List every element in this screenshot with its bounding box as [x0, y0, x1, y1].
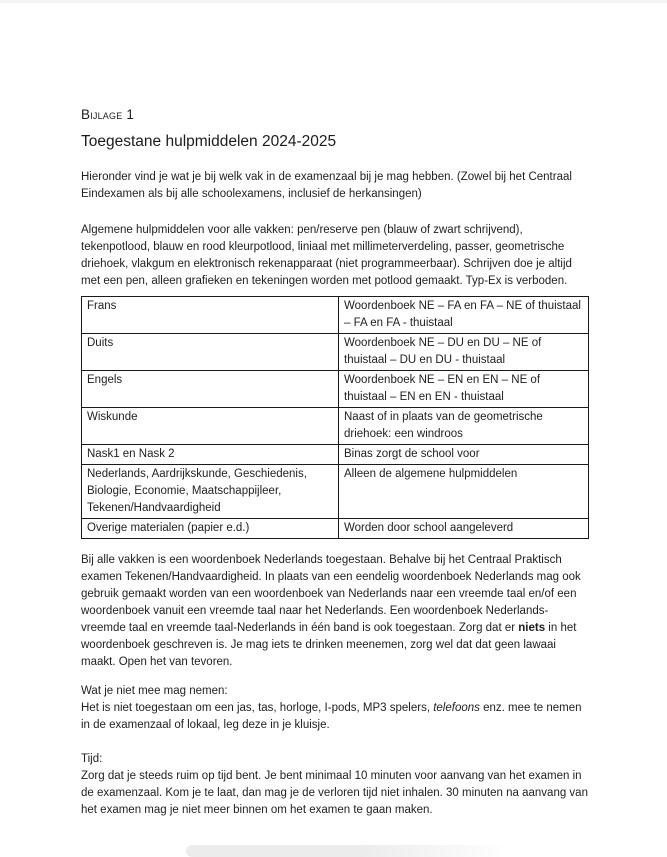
- time-paragraph: [81, 751, 593, 819]
- aids-table-body: [82, 297, 589, 539]
- top-edge-strip: [0, 0, 667, 3]
- general-aids-paragraph: Algemene hulpmiddelen voor alle vakken: pen/reserve pen (blauw of zwart schrijvend), tekenpotlood, blauw en rood kleurpotlood, liniaal met millimeterverdeling, passer, geometrische driehoek, vlakgum en elektronisch rekenapparaat (niet programmeerbaar). Schrijven doe je altijd met een pen, alleen grafieken en tekeningen worden met potlood gemaakt. Typ-Ex is verboden.: [81, 224, 572, 287]
- intro-paragraph: Hieronder vind je wat je bij welk vak in de examenzaal bij je mag hebben. (Zowel bij het Centraal Eindexamen als bij alle schoolexamens, inclusief de herkansingen): [81, 171, 572, 200]
- table-row: [82, 465, 589, 519]
- subject-cell: Engels: [82, 371, 339, 408]
- not-allowed-heading: Wat je niet mee mag nemen:: [81, 685, 228, 697]
- aids-cell: Woordenboek NE – DU en DU – NE of thuistaal – DU en DU - thuistaal: [339, 334, 589, 371]
- not-allowed-italic-word: telefoons: [433, 702, 480, 714]
- not-allowed-text: Het is niet toegestaan om een jas, tas, horloge, I-pods, MP3 spelers,: [81, 702, 434, 714]
- dictionary-bold-word: niets: [518, 622, 546, 634]
- aids-cell: Binas zorgt de school voor: [339, 445, 589, 465]
- subject-cell: Nederlands, Aardrijkskunde, Geschiedenis, Biologie, Economie, Maatschappijleer, Tekenen/Handvaardigheid: [82, 465, 339, 519]
- not-allowed-text-after: enz. mee te nemen in de examenzaal of lokaal, leg deze in je kluisje.: [81, 702, 582, 731]
- table-row: [82, 445, 589, 465]
- not-allowed-paragraph: [81, 683, 593, 734]
- subject-cell: Overige materialen (papier e.d.): [82, 519, 339, 539]
- table-row: [82, 371, 589, 408]
- page-bottom-shadow: [186, 845, 504, 857]
- table-row: [82, 334, 589, 371]
- aids-cell: Alleen de algemene hulpmiddelen: [339, 465, 589, 519]
- dictionary-text: Bij alle vakken is een woordenboek Nederlands toegestaan. Behalve bij het Centraal Praktisch examen Tekenen/Handvaardigheid. In plaats van een eendelig woordenboek Nederlands mag ook gebruik gemaakt worden van een woordenboek van Nederlands naar een vreemde taal en/of een woordenboek vanuit een vreemde taal naar het Nederlands. Een woordenboek Nederlands-vreemde taal en vreemde taal-Nederlands in één band is ook toegestaan. Zorg dat er: [81, 554, 581, 634]
- time-heading: Tijd:: [81, 753, 103, 765]
- dictionary-text-after: in het woordenboek geschreven is. Je mag iets te drinken meenemen, zorg wel dat dat geen lawaai maakt. Open het van tevoren.: [81, 622, 577, 668]
- aids-cell: Worden door school aangeleverd: [339, 519, 589, 539]
- aids-cell: Naast of in plaats van de geometrische driehoek: een windroos: [339, 408, 589, 445]
- subject-cell: Wiskunde: [82, 408, 339, 445]
- page-title: Toegestane hulpmiddelen 2024-2025: [81, 133, 337, 150]
- aids-table: [81, 296, 589, 539]
- subject-cell: Nask1 en Nask 2: [82, 445, 339, 465]
- time-text: Zorg dat je steeds ruim op tijd bent. Je bent minimaal 10 minuten voor aanvang van het examen in de examenzaal. Kom je te laat, dan mag je de verloren tijd niet inhalen. 30 minuten na aanvang van het examen mag je niet meer binnen om het examen te gaan maken.: [81, 770, 588, 816]
- subject-cell: Duits: [82, 334, 339, 371]
- dictionary-paragraph: [81, 552, 593, 671]
- document-content: [81, 107, 593, 819]
- table-row: [82, 408, 589, 445]
- subject-cell: Frans: [82, 297, 339, 334]
- aids-cell: Woordenboek NE – EN en EN – NE of thuistaal – EN en EN - thuistaal: [339, 371, 589, 408]
- table-row: [82, 519, 589, 539]
- appendix-label: Bijlage 1: [81, 107, 135, 122]
- table-row: [82, 297, 589, 334]
- aids-cell: Woordenboek NE – FA en FA – NE of thuistaal – FA en FA - thuistaal: [339, 297, 589, 334]
